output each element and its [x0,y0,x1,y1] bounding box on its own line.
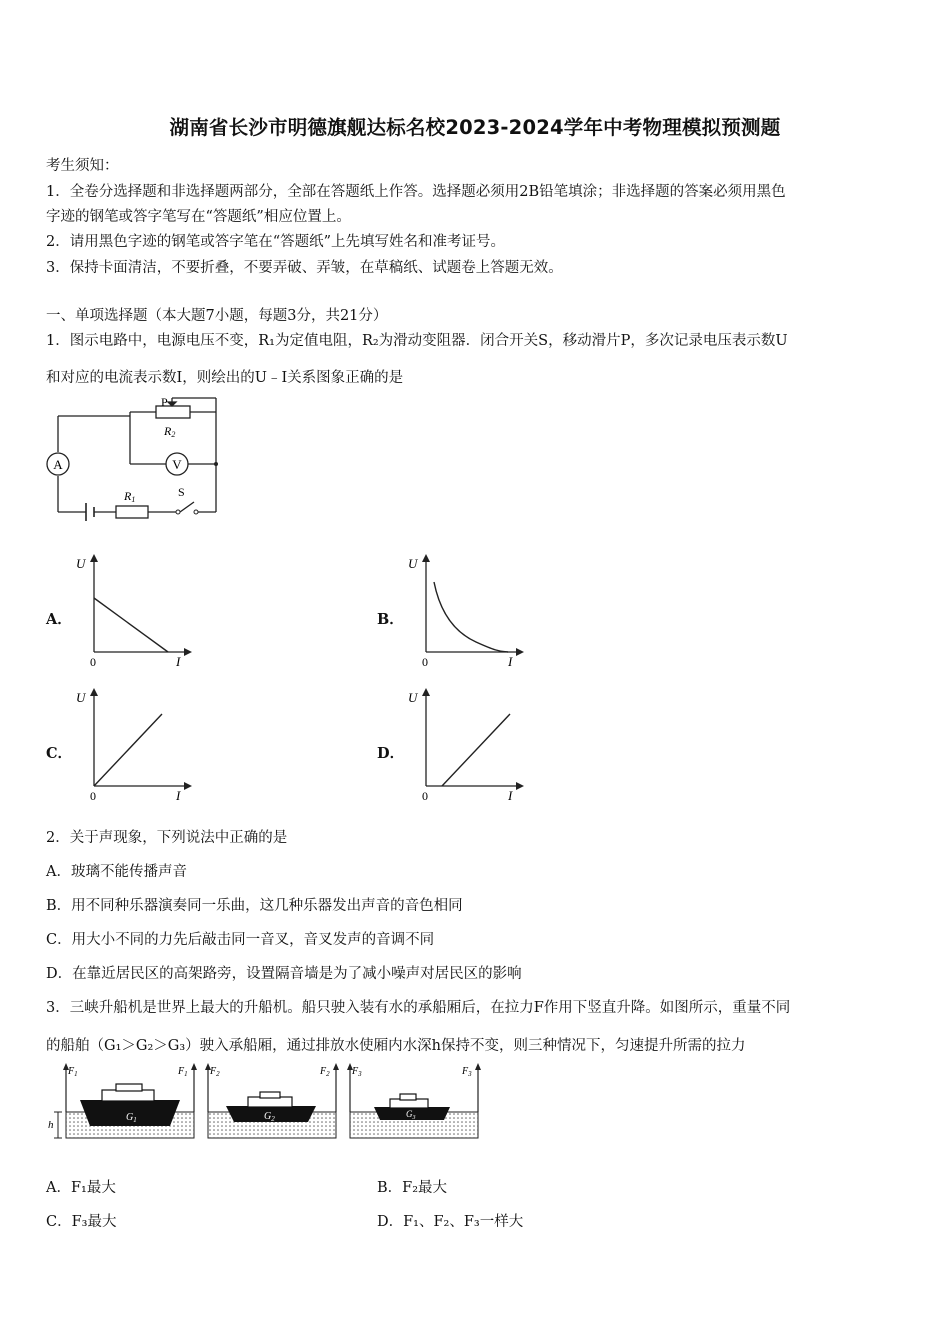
notice-heading: 考生须知： [46,158,119,174]
graph-a-origin: 0 [90,655,96,669]
g1-label: $G_1$ [126,1112,137,1124]
graph-b[interactable] [404,552,524,670]
f3-right-label: $F_3$ [462,1066,472,1078]
f1-left-label: $F_1$ [68,1066,78,1078]
q3-option-c[interactable]: C．F₃最大 [46,1214,117,1230]
graph-c-origin: 0 [90,789,96,803]
graph-a-u-label: U [76,556,86,571]
page-title: 湖南省长沙市明德旗舰达标名校2023-2024学年中考物理模拟预测题 [169,116,781,139]
q1-option-b-label[interactable]: B． [377,611,404,628]
notice-item-1: 1．全卷分选择题和非选择题两部分，全部在答题纸上作答。选择题必须用2B铅笔填涂；非选择题的答案必须用黑色 [46,184,786,200]
q2-stem: 2．关于声现象，下列说法中正确的是 [46,830,288,846]
q2-option-d[interactable]: D．在靠近居民区的高架路旁，设置隔音墙是为了减小噪声对居民区的影响 [46,966,522,982]
graph-a-curve [94,598,168,652]
graph-d-origin: 0 [422,789,428,803]
f2-right-label: $F_2$ [320,1066,330,1078]
f3-left-label: $F_3$ [352,1066,362,1078]
notice-item-3: 3．保持卡面清洁，不要折叠，不要弄破、弄皱，在草稿纸、试题卷上答题无效。 [46,260,563,276]
q3-stem-line1: 3．三峡升船机是世界上最大的升船机。船只驶入装有水的承船厢后，在拉力F作用下竖直升降。如图所示，重量不同 [46,1000,791,1016]
f2-left-label: $F_2$ [210,1066,220,1078]
q3-option-b[interactable]: B．F₂最大 [377,1180,448,1196]
graph-d-curve [442,714,510,786]
ammeter-label: A [53,457,63,472]
graph-b-u-label: U [408,556,418,571]
g2-label: $G_2$ [264,1111,275,1123]
q2-option-b[interactable]: B．用不同种乐器演奏同一乐曲，这几种乐器发出声音的音色相同 [46,898,463,914]
graph-c-curve [94,714,162,786]
slider-label: P [161,395,168,409]
q1-option-d-label[interactable]: D． [377,745,405,762]
notice-item-2: 2．请用黑色字迹的钢笔或答字笔在“答题纸”上先填写姓名和准考证号。 [46,234,506,250]
graph-b-curve [434,582,508,652]
voltmeter-label: V [172,457,182,472]
h-label: h [48,1119,54,1131]
q1-option-c-label[interactable]: C． [46,745,73,762]
q2-option-a[interactable]: A．玻璃不能传播声音 [46,864,187,880]
graph-a[interactable] [72,552,192,670]
q1-stem-line2: 和对应的电流表示数I，则绘出的U﹣I关系图象正确的是 [46,370,404,386]
graph-c[interactable] [72,686,192,804]
section-heading: 一、单项选择题（本大题7小题，每题3分，共21分） [46,308,388,324]
q2-option-c[interactable]: C．用大小不同的力先后敲击同一音叉，音叉发声的音调不同 [46,932,435,948]
q3-option-a[interactable]: A．F₁最大 [46,1180,116,1196]
r1-label: R1 [124,489,136,504]
g3-label: $G_3$ [406,1109,416,1121]
graph-d-i-label: I [508,788,513,803]
q1-stem-line1: 1．图示电路中，电源电压不变，R₁为定值电阻，R₂为滑动变阻器．闭合开关S，移动滑片P，多次记录电压表示数U [46,333,788,349]
f1-right-label: $F_1$ [178,1066,188,1078]
graph-d-u-label: U [408,690,418,705]
graph-d[interactable] [404,686,524,804]
q3-option-d[interactable]: D．F₁、F₂、F₃一样大 [377,1214,524,1230]
r2-label: R2 [164,424,176,439]
switch-label: S [178,485,185,499]
graph-c-u-label: U [76,690,86,705]
circuit-diagram [44,392,226,524]
notice-item-1-cont: 字迹的钢笔或答字笔写在“答题纸”相应位置上。 [46,209,351,225]
graph-b-origin: 0 [422,655,428,669]
q3-stem-line2: 的船舶（G₁＞G₂＞G₃）驶入承船厢，通过排放水使厢内水深h保持不变，则三种情况下，匀速提升所需的拉力 [46,1038,746,1054]
q1-option-a-label[interactable]: A． [46,611,72,628]
ship-lift-figure [44,1060,484,1142]
graph-a-i-label: I [176,654,181,669]
graph-b-i-label: I [508,654,513,669]
graph-c-i-label: I [176,788,181,803]
